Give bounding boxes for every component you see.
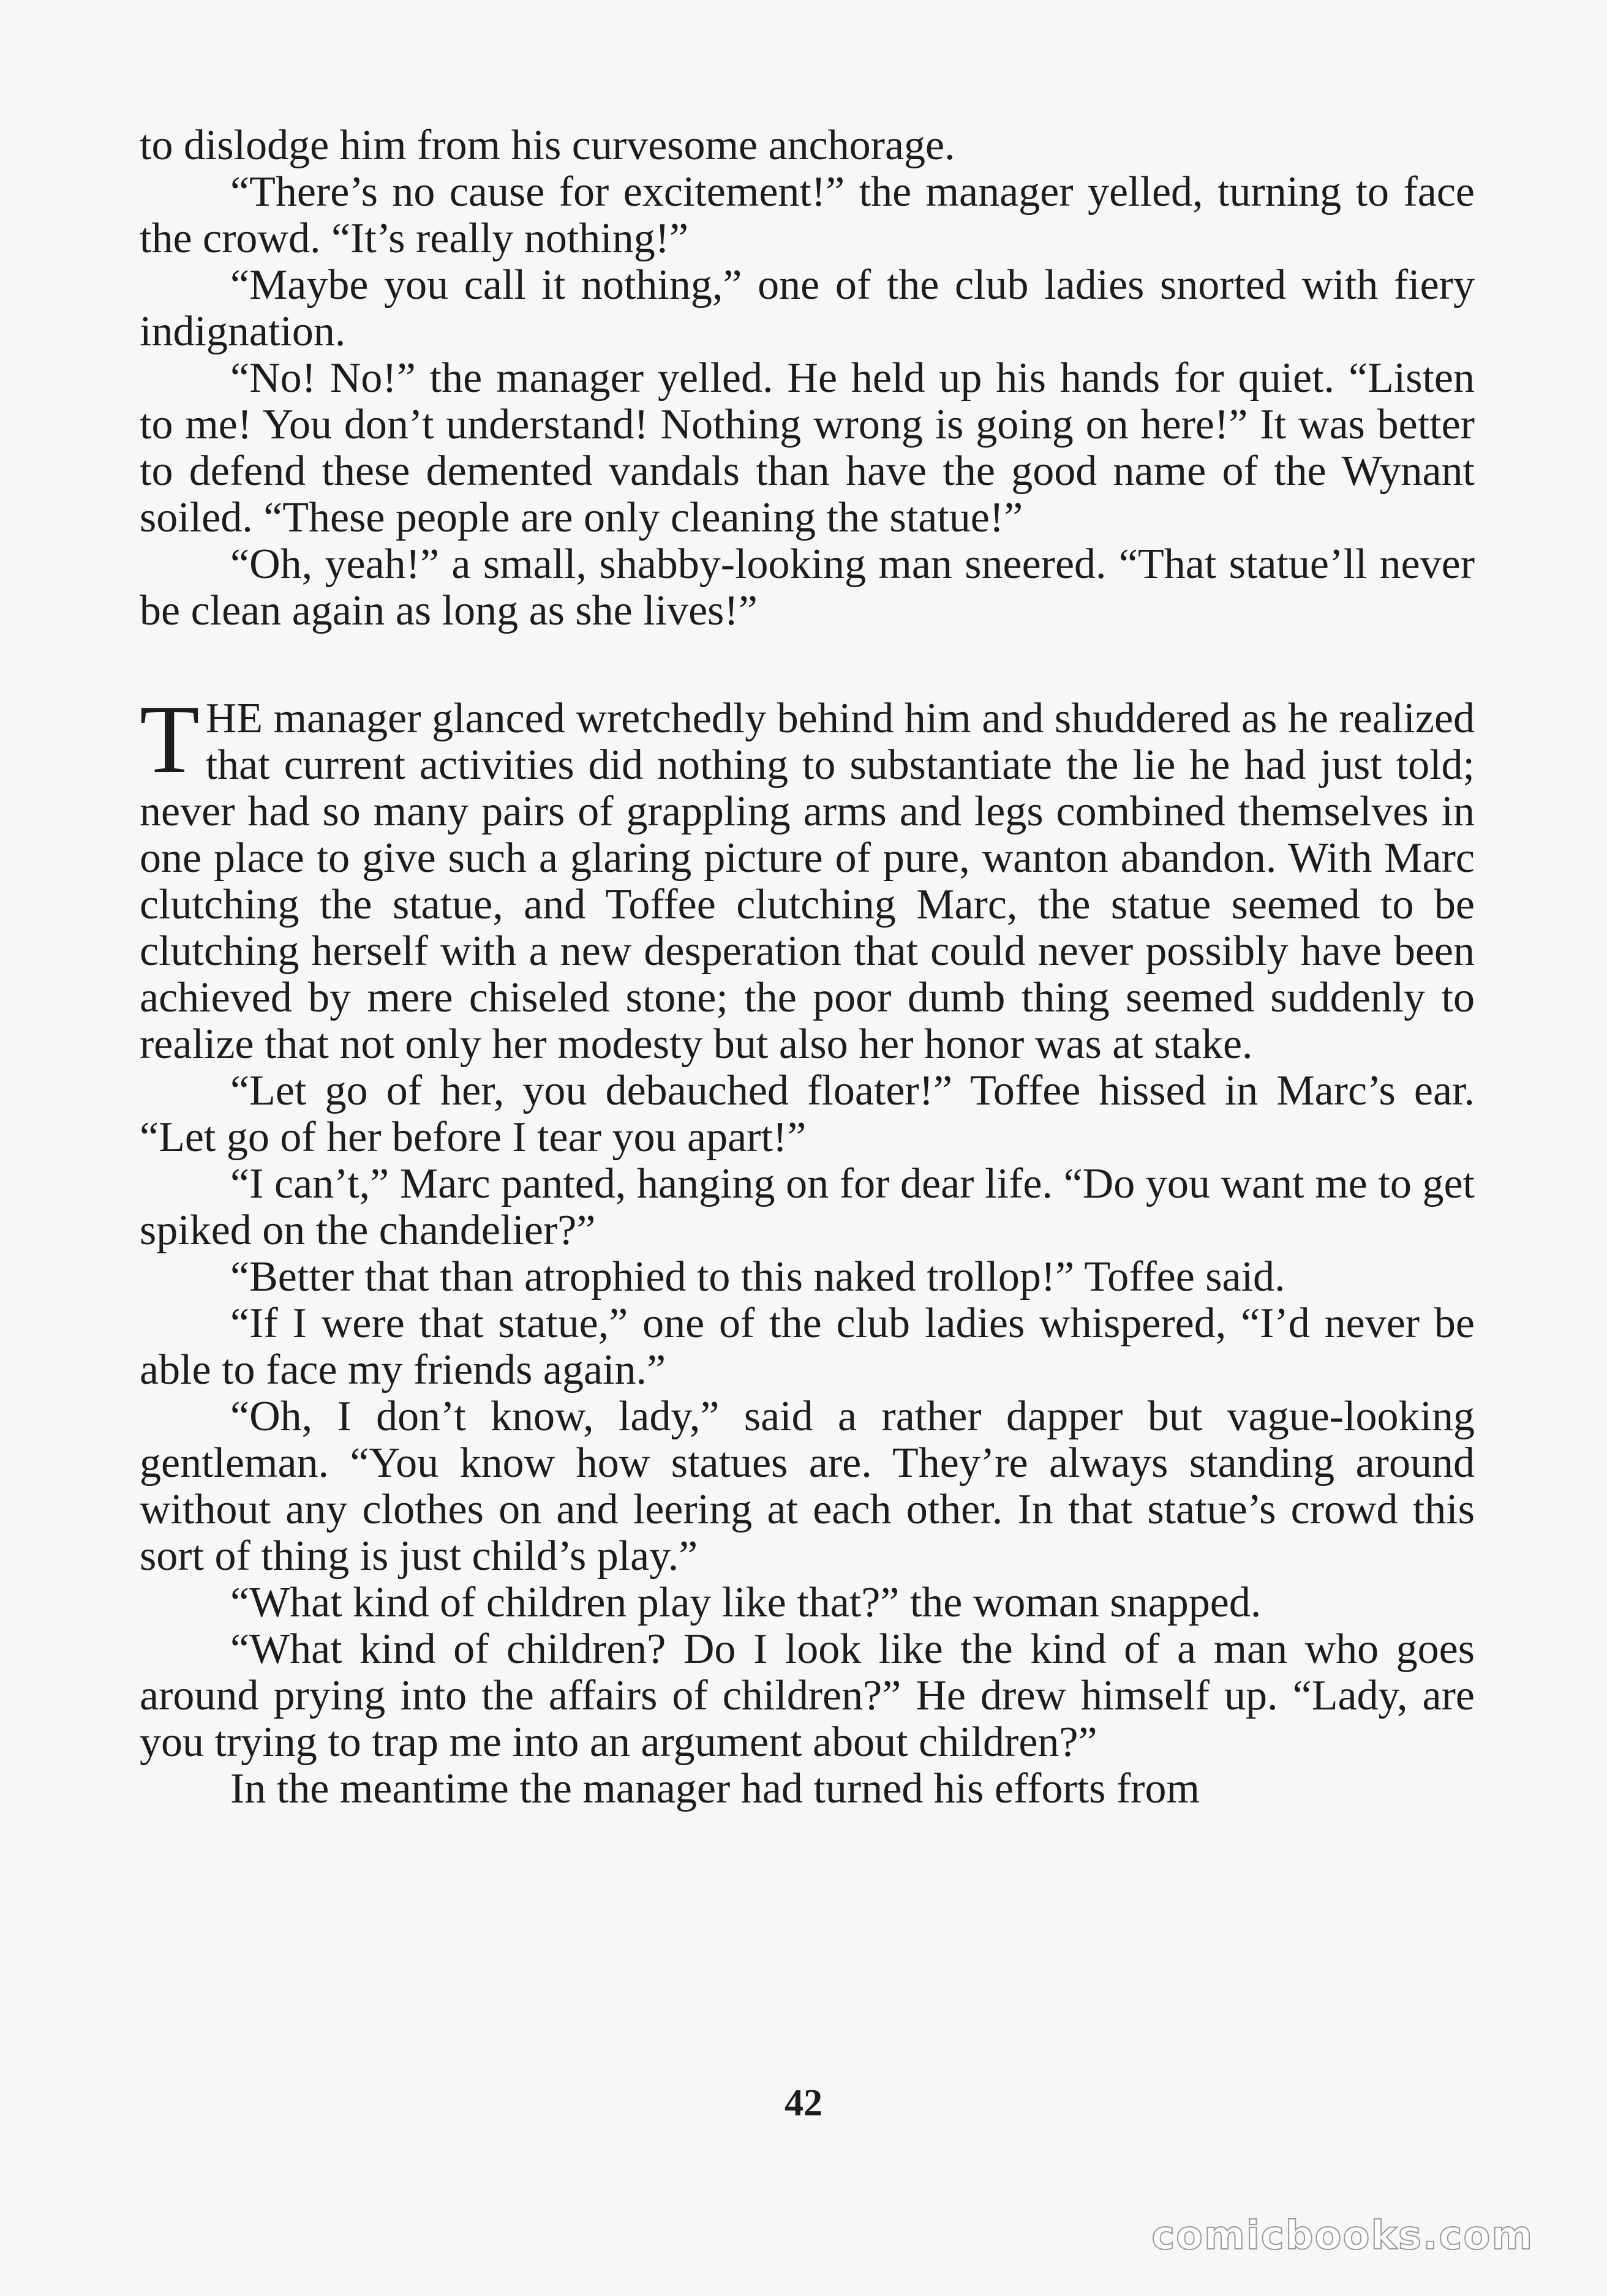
paragraph: “If I were that statue,” one of the club ladies whispered, “I’d never be able to face my friends again.” (140, 1300, 1475, 1394)
paragraph: “What kind of children play like that?” the woman snapped. (230, 1579, 1262, 1626)
paragraph: “Let go of her, you debauched floater!” Toffee hissed in Marc’s ear. “Let go of her before I tear you apart!” (140, 1067, 1475, 1161)
page-number: 42 (785, 2082, 822, 2124)
paragraph: “Oh, yeah!” a small, shabby-looking man sneered. “That statue’ll never be clean again as long as she lives!” (140, 541, 1475, 634)
paragraph: “What kind of children? Do I look like the kind of a man who goes around prying into the affairs of children?” He drew himself up. “Lady, are you trying to trap me into an argument about children?” (140, 1626, 1475, 1766)
body-text (140, 122, 1475, 1812)
section-break (140, 634, 1475, 696)
paragraph: “Better that than atrophied to this naked trollop!” Toffee said. (230, 1253, 1285, 1300)
paragraph: “No! No!” the manager yelled. He held up his hands for quiet. “Listen to me! You don’t understand! Nothing wrong is going on here!” It was better to defend these demented vandals than have the good name of the Wynant soiled. “These people are only cleaning the statue!” (140, 355, 1475, 541)
paragraph: In the meantime the manager had turned his efforts from (230, 1765, 1200, 1812)
paragraph: “There’s no cause for excitement!” the manager yelled, turning to face the crowd. “It’s really nothing!” (140, 168, 1475, 262)
drop-cap-paragraph: THE manager glanced wretchedly behind him and shuddered as he realized that current activities did nothing to substantiate the lie he had just told; never had so many pairs of grappling arms and legs combined themselves in one place to give such a glaring picture of pure, wanton abandon. With Marc clutching the statue, and Toffee clutching Marc, the statue seemed to be clutching herself with a new desperation that could never possibly have been achieved by mere chiseled stone; the poor dumb thing seemed suddenly to realize that not only her modesty but also her honor was at stake. (140, 685, 1475, 1068)
paragraph: “Oh, I don’t know, lady,” said a rather dapper but vague-looking gentleman. “You know how statues are. They’re always standing around without any clothes on and leering at each other. In that statue’s crowd this sort of thing is just child’s play.” (140, 1393, 1475, 1580)
paragraph: to dislodge him from his curvesome anchorage. (140, 122, 955, 169)
paragraph: “Maybe you call it nothing,” one of the club ladies snorted with fiery indignation. (140, 261, 1475, 355)
watermark-logo: comicbooks.com (1151, 2213, 1534, 2259)
paragraph: “I can’t,” Marc panted, hanging on for dear life. “Do you want me to get spiked on the chandelier?” (140, 1160, 1475, 1254)
